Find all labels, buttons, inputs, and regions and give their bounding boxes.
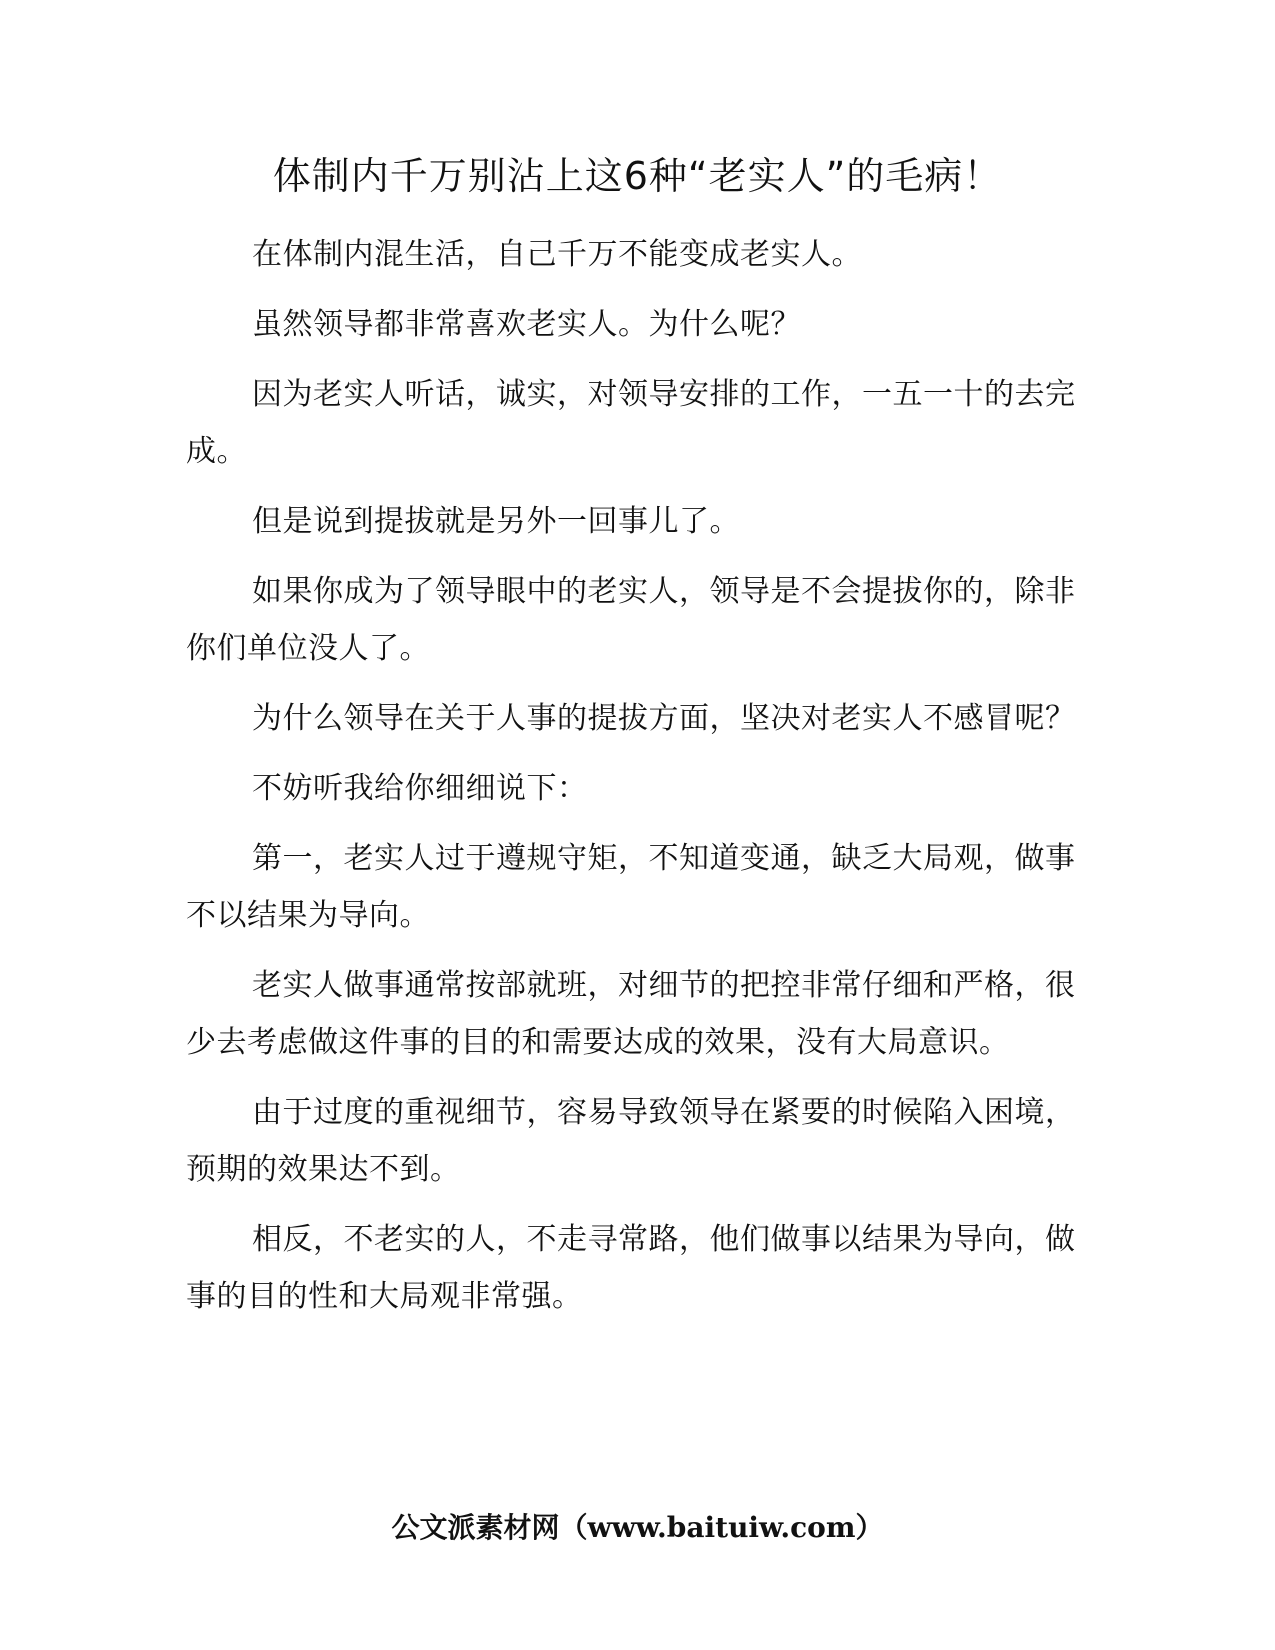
page-footer-watermark: 公文派素材网（www.baituiw.com） (391, 1511, 884, 1544)
paragraph: 不妨听我给你细细说下： (252, 771, 588, 806)
document-body (186, 226, 1086, 1338)
paragraph: 由于过度的重视细节，容易导致领导在紧要的时候陷入困境，预期的效果达不到。 (186, 1095, 1076, 1187)
paragraph: 在体制内混生活，自己千万不能变成老实人。 (252, 237, 862, 272)
paragraph: 因为老实人听话，诚实，对领导安排的工作，一五一十的去完成。 (186, 377, 1076, 469)
paragraph: 为什么领导在关于人事的提拔方面，坚决对老实人不感冒呢？ (252, 701, 1076, 736)
paragraph: 老实人做事通常按部就班，对细节的把控非常仔细和严格，很少去考虑做这件事的目的和需要达成的效果，没有大局意识。 (186, 968, 1076, 1060)
paragraph: 虽然领导都非常喜欢老实人。为什么呢？ (252, 307, 801, 342)
paragraph: 但是说到提拔就是另外一回事儿了。 (252, 504, 740, 539)
paragraph: 相反，不老实的人，不走寻常路，他们做事以结果为导向，做事的目的性和大局观非常强。 (186, 1222, 1076, 1314)
paragraph: 第一，老实人过于遵规守矩，不知道变通，缺乏大局观，做事不以结果为导向。 (186, 841, 1076, 933)
document-title: 体制内千万别沾上这6种“老实人”的毛病！ (272, 154, 1003, 198)
paragraph: 如果你成为了领导眼中的老实人，领导是不会提拔你的，除非你们单位没人了。 (186, 574, 1076, 666)
